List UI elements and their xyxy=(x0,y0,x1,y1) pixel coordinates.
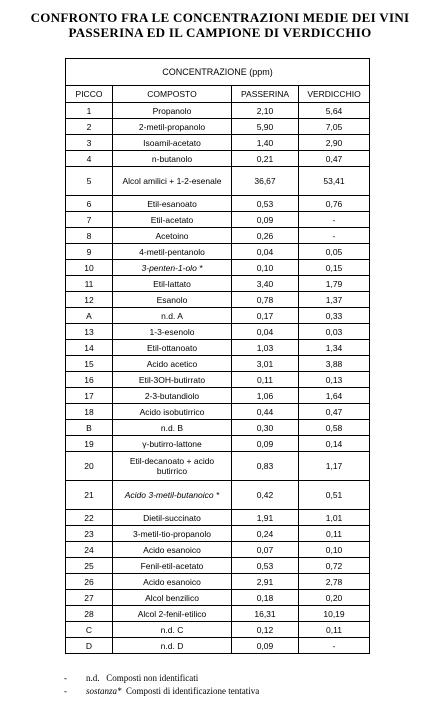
cell-picco: D xyxy=(66,638,113,654)
col-header-passerina: PASSERINA xyxy=(232,86,299,103)
cell-composto: Alcol amilici + 1-2-esenale xyxy=(113,167,232,196)
cell-picco: 26 xyxy=(66,574,113,590)
cell-verdicchio: 10,19 xyxy=(299,606,370,622)
cell-verdicchio: 1,64 xyxy=(299,388,370,404)
footnotes xyxy=(64,672,259,698)
cell-composto: Alcol benzilico xyxy=(113,590,232,606)
table-row xyxy=(66,638,370,654)
cell-picco: B xyxy=(66,420,113,436)
table-row xyxy=(66,103,370,119)
cell-composto: Acido esanoico xyxy=(113,574,232,590)
cell-picco: 24 xyxy=(66,542,113,558)
table-row xyxy=(66,622,370,638)
cell-passerina: 0,18 xyxy=(232,590,299,606)
cell-passerina: 0,09 xyxy=(232,638,299,654)
cell-passerina: 0,24 xyxy=(232,526,299,542)
cell-picco: 4 xyxy=(66,151,113,167)
table-row xyxy=(66,542,370,558)
cell-composto: Etil-3OH-butirrato xyxy=(113,372,232,388)
cell-passerina: 0,09 xyxy=(232,212,299,228)
cell-composto: Acetoino xyxy=(113,228,232,244)
cell-composto: 2-3-butandiolo xyxy=(113,388,232,404)
cell-picco: 23 xyxy=(66,526,113,542)
cell-picco: 5 xyxy=(66,167,113,196)
cell-verdicchio: 3,88 xyxy=(299,356,370,372)
cell-composto: Etil-decanoato + acido butirrico xyxy=(113,452,232,481)
cell-composto: Alcol 2-fenil-etilico xyxy=(113,606,232,622)
cell-passerina: 1,03 xyxy=(232,340,299,356)
table-row xyxy=(66,590,370,606)
cell-composto: Propanolo xyxy=(113,103,232,119)
cell-composto: Esanolo xyxy=(113,292,232,308)
cell-picco: 16 xyxy=(66,372,113,388)
cell-verdicchio: 0,51 xyxy=(299,481,370,510)
cell-verdicchio: - xyxy=(299,228,370,244)
table-row xyxy=(66,510,370,526)
table-row xyxy=(66,606,370,622)
cell-passerina: 0,07 xyxy=(232,542,299,558)
table-row xyxy=(66,135,370,151)
cell-passerina: 0,83 xyxy=(232,452,299,481)
cell-picco: 17 xyxy=(66,388,113,404)
cell-passerina: 0,11 xyxy=(232,372,299,388)
cell-picco: 27 xyxy=(66,590,113,606)
cell-passerina: 0,04 xyxy=(232,324,299,340)
cell-composto: Isoamil-acetato xyxy=(113,135,232,151)
cell-picco: 8 xyxy=(66,228,113,244)
cell-picco: 11 xyxy=(66,276,113,292)
table-row xyxy=(66,228,370,244)
table-row xyxy=(66,481,370,510)
cell-verdicchio: 2,78 xyxy=(299,574,370,590)
cell-picco: 25 xyxy=(66,558,113,574)
cell-verdicchio: 7,05 xyxy=(299,119,370,135)
cell-picco: 2 xyxy=(66,119,113,135)
col-header-verdicchio: VERDICCHIO xyxy=(299,86,370,103)
concentration-table xyxy=(65,58,370,654)
cell-verdicchio: 0,03 xyxy=(299,324,370,340)
table-row xyxy=(66,558,370,574)
footnote-text: Composti di identificazione tentativa xyxy=(126,686,260,696)
cell-composto: Etil-ottanoato xyxy=(113,340,232,356)
cell-picco: 18 xyxy=(66,404,113,420)
cell-picco: 1 xyxy=(66,103,113,119)
table-row xyxy=(66,526,370,542)
cell-composto: Acido acetico xyxy=(113,356,232,372)
cell-verdicchio: 5,64 xyxy=(299,103,370,119)
footnote-key: sostanza* xyxy=(86,686,122,696)
cell-composto: Etil-esanoato xyxy=(113,196,232,212)
title-line-1: CONFRONTO FRA LE CONCENTRAZIONI MEDIE DEI VINI xyxy=(30,10,410,25)
cell-composto: 2-metil-propanolo xyxy=(113,119,232,135)
title-line-2: PASSERINA ED IL CAMPIONE DI VERDICCHIO xyxy=(68,25,372,40)
cell-verdicchio: 1,17 xyxy=(299,452,370,481)
cell-picco: C xyxy=(66,622,113,638)
table-row xyxy=(66,436,370,452)
cell-picco: A xyxy=(66,308,113,324)
table-row xyxy=(66,372,370,388)
cell-composto: 3-penten-1-olo * xyxy=(113,260,232,276)
cell-verdicchio: 0,47 xyxy=(299,404,370,420)
cell-verdicchio: 1,37 xyxy=(299,292,370,308)
cell-passerina: 36,67 xyxy=(232,167,299,196)
table-row xyxy=(66,404,370,420)
cell-passerina: 16,31 xyxy=(232,606,299,622)
cell-composto: 4-metil-pentanolo xyxy=(113,244,232,260)
table-row xyxy=(66,260,370,276)
cell-composto: n.d. C xyxy=(113,622,232,638)
cell-picco: 20 xyxy=(66,452,113,481)
cell-verdicchio: 1,79 xyxy=(299,276,370,292)
cell-passerina: 0,53 xyxy=(232,558,299,574)
cell-composto: Fenil-etil-acetato xyxy=(113,558,232,574)
cell-picco: 14 xyxy=(66,340,113,356)
cell-verdicchio: 53,41 xyxy=(299,167,370,196)
table-body xyxy=(66,103,370,654)
cell-verdicchio: 0,72 xyxy=(299,558,370,574)
cell-verdicchio: - xyxy=(299,212,370,228)
cell-composto: n.d. D xyxy=(113,638,232,654)
cell-verdicchio: 0,11 xyxy=(299,526,370,542)
cell-verdicchio: 0,10 xyxy=(299,542,370,558)
table-row xyxy=(66,388,370,404)
cell-verdicchio: 1,01 xyxy=(299,510,370,526)
cell-verdicchio: 0,11 xyxy=(299,622,370,638)
cell-picco: 21 xyxy=(66,481,113,510)
cell-verdicchio: 0,47 xyxy=(299,151,370,167)
table-row xyxy=(66,420,370,436)
cell-composto: n.d. B xyxy=(113,420,232,436)
cell-passerina: 1,06 xyxy=(232,388,299,404)
cell-picco: 15 xyxy=(66,356,113,372)
cell-verdicchio: 0,20 xyxy=(299,590,370,606)
table-row xyxy=(66,292,370,308)
cell-composto: Etil-lattato xyxy=(113,276,232,292)
cell-composto: Etil-acetato xyxy=(113,212,232,228)
cell-passerina: 0,30 xyxy=(232,420,299,436)
footnote-tentative xyxy=(64,685,259,698)
cell-passerina: 5,90 xyxy=(232,119,299,135)
cell-passerina: 1,91 xyxy=(232,510,299,526)
table-row xyxy=(66,324,370,340)
table-row xyxy=(66,356,370,372)
cell-verdicchio: 0,14 xyxy=(299,436,370,452)
cell-picco: 22 xyxy=(66,510,113,526)
cell-passerina: 1,40 xyxy=(232,135,299,151)
cell-picco: 10 xyxy=(66,260,113,276)
cell-passerina: 2,91 xyxy=(232,574,299,590)
cell-passerina: 0,10 xyxy=(232,260,299,276)
cell-verdicchio: 0,15 xyxy=(299,260,370,276)
table-row xyxy=(66,244,370,260)
cell-passerina: 0,09 xyxy=(232,436,299,452)
cell-passerina: 2,10 xyxy=(232,103,299,119)
cell-passerina: 0,17 xyxy=(232,308,299,324)
cell-picco: 28 xyxy=(66,606,113,622)
cell-passerina: 0,44 xyxy=(232,404,299,420)
cell-picco: 3 xyxy=(66,135,113,151)
footnote-nd xyxy=(64,672,259,685)
table-row xyxy=(66,574,370,590)
cell-verdicchio: 2,90 xyxy=(299,135,370,151)
cell-verdicchio: 0,13 xyxy=(299,372,370,388)
cell-passerina: 0,04 xyxy=(232,244,299,260)
cell-verdicchio: 0,76 xyxy=(299,196,370,212)
cell-passerina: 0,53 xyxy=(232,196,299,212)
concentration-header: CONCENTRAZIONE (ppm) xyxy=(66,59,370,86)
cell-passerina: 0,26 xyxy=(232,228,299,244)
cell-composto: n-butanolo xyxy=(113,151,232,167)
footnote-bullet: - xyxy=(64,673,67,683)
cell-verdicchio: 0,05 xyxy=(299,244,370,260)
cell-composto: Dietil-succinato xyxy=(113,510,232,526)
table-row xyxy=(66,452,370,481)
cell-verdicchio: 0,58 xyxy=(299,420,370,436)
col-header-composto: COMPOSTO xyxy=(113,86,232,103)
cell-passerina: 0,42 xyxy=(232,481,299,510)
cell-composto: 3-metil-tio-propanolo xyxy=(113,526,232,542)
cell-picco: 19 xyxy=(66,436,113,452)
footnote-key: n.d. xyxy=(86,673,100,683)
cell-picco: 9 xyxy=(66,244,113,260)
table-row xyxy=(66,119,370,135)
footnote-bullet: - xyxy=(64,686,67,696)
table-row xyxy=(66,151,370,167)
cell-picco: 6 xyxy=(66,196,113,212)
cell-composto: 1-3-esenolo xyxy=(113,324,232,340)
table-row xyxy=(66,196,370,212)
cell-passerina: 0,21 xyxy=(232,151,299,167)
table-row xyxy=(66,340,370,356)
cell-picco: 12 xyxy=(66,292,113,308)
cell-verdicchio: 0,33 xyxy=(299,308,370,324)
table-row xyxy=(66,308,370,324)
cell-passerina: 3,01 xyxy=(232,356,299,372)
cell-composto: Acido isobutirrico xyxy=(113,404,232,420)
table-row xyxy=(66,212,370,228)
cell-picco: 7 xyxy=(66,212,113,228)
table-row xyxy=(66,167,370,196)
table-row xyxy=(66,276,370,292)
column-headers xyxy=(66,86,370,103)
col-header-picco: PICCO xyxy=(66,86,113,103)
cell-composto: n.d. A xyxy=(113,308,232,324)
cell-composto: Acido esanoico xyxy=(113,542,232,558)
cell-verdicchio: 1,34 xyxy=(299,340,370,356)
cell-passerina: 0,78 xyxy=(232,292,299,308)
cell-picco: 13 xyxy=(66,324,113,340)
cell-composto: γ-butirro-lattone xyxy=(113,436,232,452)
cell-passerina: 0,12 xyxy=(232,622,299,638)
cell-composto: Acido 3-metil-butanoico * xyxy=(113,481,232,510)
cell-passerina: 3,40 xyxy=(232,276,299,292)
cell-verdicchio: - xyxy=(299,638,370,654)
footnote-text: Composti non identificati xyxy=(106,673,199,683)
